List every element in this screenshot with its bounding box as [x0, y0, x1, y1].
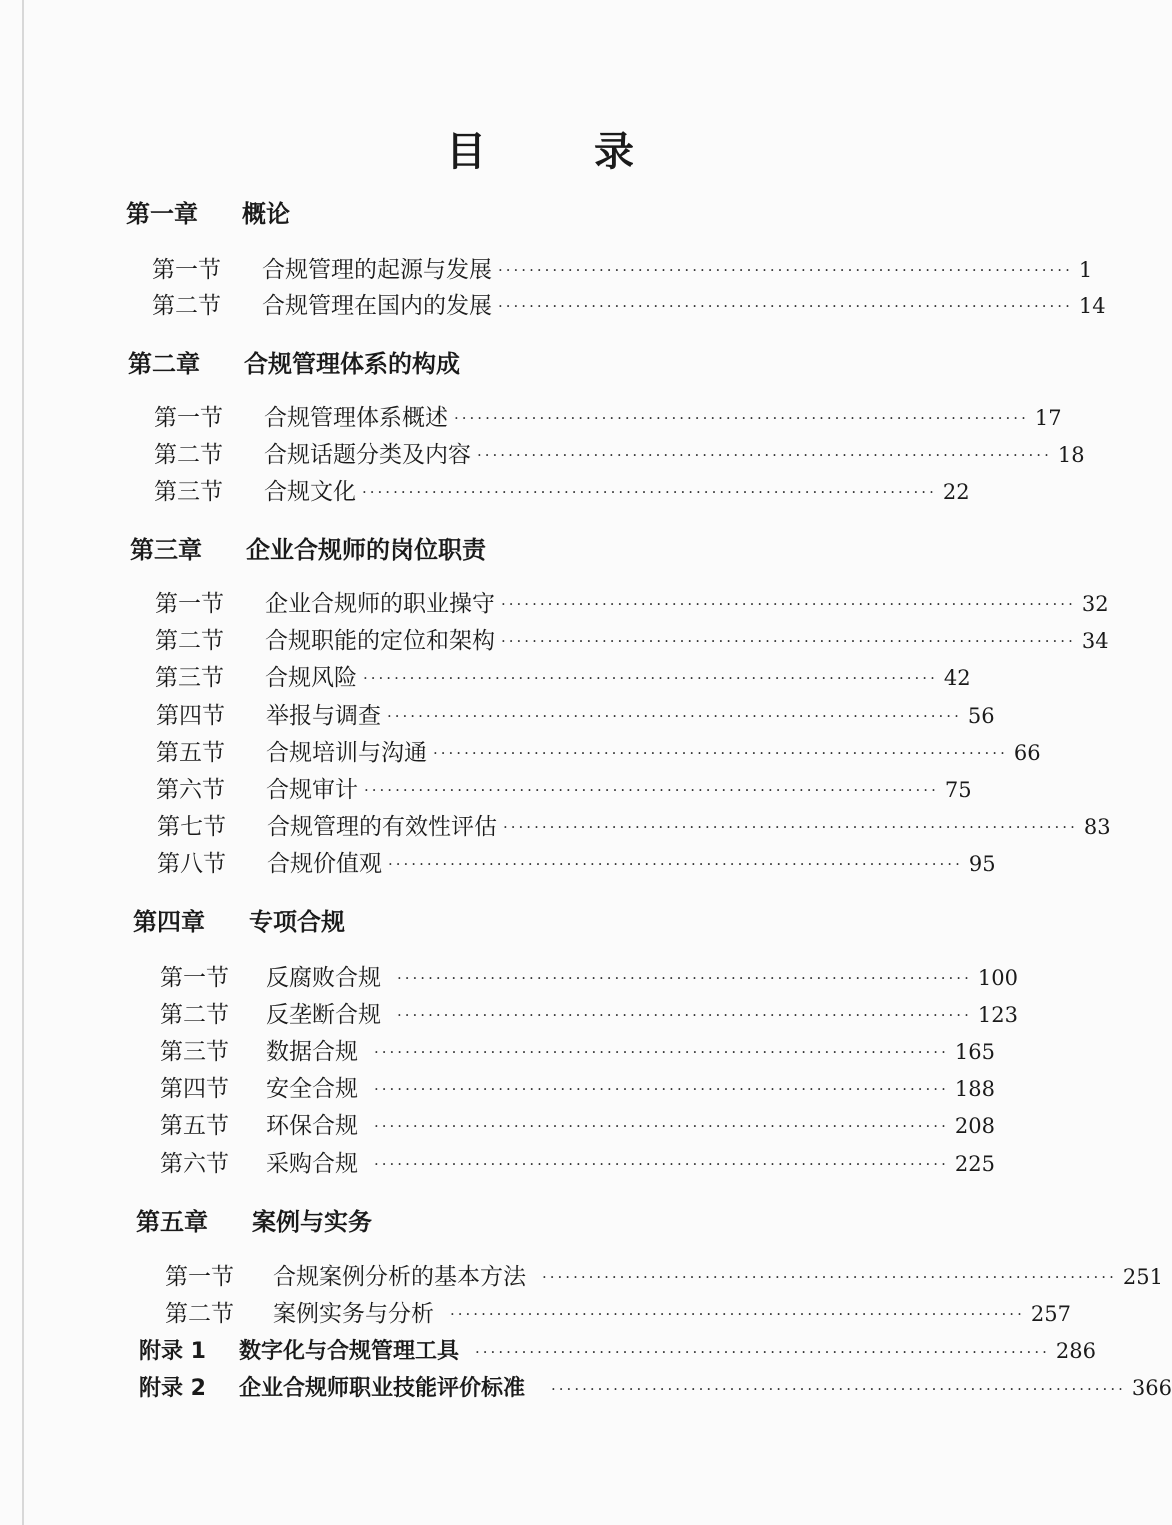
section-title: 合规职能的定位和架构 — [265, 628, 495, 654]
section-label: 第三节 — [160, 1039, 229, 1065]
section-label: 第六节 — [160, 1151, 229, 1177]
page-number: 17 — [1034, 406, 1062, 430]
page-title: 目 录 — [446, 128, 668, 175]
dot-leader: ·········································································· — [450, 1305, 1025, 1323]
page-number: 208 — [954, 1114, 995, 1138]
dot-leader: ·········································································· — [498, 261, 1073, 279]
toc-entry[interactable] — [165, 1298, 1071, 1330]
section-title: 合规管理的起源与发展 — [262, 257, 492, 283]
page-number: 83 — [1083, 815, 1111, 839]
section-title: 合规管理的有效性评估 — [267, 814, 497, 840]
chapter-heading[interactable] — [136, 1206, 372, 1238]
toc-appendix[interactable] — [139, 1372, 1172, 1405]
toc-entry[interactable] — [152, 254, 1093, 286]
page-number: 286 — [1055, 1339, 1096, 1363]
section-title: 案例实务与分析 — [273, 1301, 434, 1327]
chapter-title: 专项合规 — [249, 908, 345, 936]
section-label: 第六节 — [156, 777, 225, 803]
dot-leader: ·········································································· — [362, 483, 937, 501]
section-label: 第二节 — [155, 628, 224, 654]
toc-entry[interactable] — [160, 1148, 995, 1180]
dot-leader: ·········································································· — [433, 744, 1008, 762]
section-title: 反垄断合规 — [266, 1002, 381, 1028]
dot-leader: ·········································································· — [498, 297, 1073, 315]
chapter-title: 案例与实务 — [252, 1208, 372, 1236]
page-number: 14 — [1078, 294, 1106, 318]
section-title: 合规培训与沟通 — [266, 740, 427, 766]
section-label: 第二节 — [154, 442, 223, 468]
section-label: 第八节 — [157, 851, 226, 877]
chapter-label: 第五章 — [136, 1208, 208, 1236]
dot-leader: ·········································································· — [374, 1117, 949, 1135]
chapter-label: 第一章 — [126, 200, 198, 228]
toc-appendix[interactable] — [139, 1335, 1096, 1368]
toc-entry[interactable] — [156, 700, 995, 732]
section-title: 合规风险 — [265, 665, 357, 691]
toc-entry[interactable] — [160, 1036, 995, 1068]
chapter-title: 合规管理体系的构成 — [244, 350, 460, 378]
dot-leader: ·········································································· — [477, 446, 1052, 464]
toc-entry[interactable] — [154, 439, 1085, 471]
section-label: 第一节 — [155, 591, 224, 617]
section-title: 合规管理体系概述 — [264, 405, 448, 431]
dot-leader: ·········································································· — [388, 855, 963, 873]
page-number: 251 — [1122, 1265, 1163, 1289]
appendix-title: 企业合规师职业技能评价标准 — [239, 1376, 526, 1401]
dot-leader: ·········································································· — [454, 409, 1029, 427]
toc-entry[interactable] — [160, 999, 1018, 1031]
section-label: 第二节 — [165, 1301, 234, 1327]
dot-leader: ·········································································· — [363, 669, 938, 687]
section-label: 第三节 — [154, 479, 223, 505]
section-title: 反腐败合规 — [266, 965, 381, 991]
section-label: 第四节 — [160, 1076, 229, 1102]
page-number: 366 — [1131, 1376, 1172, 1400]
toc-entry[interactable] — [156, 774, 972, 806]
toc-entry[interactable] — [160, 1073, 995, 1105]
toc-entry[interactable] — [152, 290, 1106, 322]
page-number: 22 — [942, 480, 970, 504]
section-label: 第四节 — [156, 703, 225, 729]
toc-entry[interactable] — [154, 476, 970, 508]
section-label: 第二节 — [152, 293, 221, 319]
dot-leader: ·········································································· — [503, 818, 1078, 836]
dot-leader: ·········································································· — [542, 1268, 1117, 1286]
section-label: 第一节 — [152, 257, 221, 283]
section-label: 第五节 — [160, 1113, 229, 1139]
page-number: 56 — [967, 704, 995, 728]
section-title: 采购合规 — [266, 1151, 358, 1177]
appendix-label: 附录 2 — [139, 1376, 206, 1401]
page-number: 225 — [954, 1152, 995, 1176]
section-title: 企业合规师的职业操守 — [265, 591, 495, 617]
toc-entry[interactable] — [155, 662, 971, 694]
page-number: 66 — [1013, 741, 1041, 765]
section-title: 合规话题分类及内容 — [264, 442, 471, 468]
toc-entry[interactable] — [160, 962, 1018, 994]
section-title: 举报与调查 — [266, 703, 381, 729]
dot-leader: ·········································································· — [364, 781, 939, 799]
dot-leader: ·········································································· — [374, 1155, 949, 1173]
section-title: 数据合规 — [266, 1039, 358, 1065]
page-number: 34 — [1081, 629, 1109, 653]
chapter-heading[interactable] — [126, 198, 290, 230]
section-title: 环保合规 — [266, 1113, 358, 1139]
dot-leader: ·········································································· — [475, 1342, 1050, 1361]
toc-entry[interactable] — [157, 848, 996, 880]
appendix-title: 数字化与合规管理工具 — [239, 1339, 460, 1364]
toc-entry[interactable] — [157, 811, 1111, 843]
page-number: 75 — [944, 778, 972, 802]
dot-leader: ·········································································· — [501, 595, 1076, 613]
page-edge — [22, 0, 24, 1525]
toc-entry[interactable] — [154, 402, 1062, 434]
dot-leader: ·········································································· — [397, 1006, 972, 1024]
chapter-heading[interactable] — [133, 906, 345, 938]
dot-leader: ·········································································· — [501, 632, 1076, 650]
toc-entry[interactable] — [155, 625, 1109, 657]
section-label: 第五节 — [156, 740, 225, 766]
dot-leader: ·········································································· — [397, 969, 972, 987]
section-label: 第七节 — [157, 814, 226, 840]
toc-entry[interactable] — [156, 737, 1041, 769]
toc-entry[interactable] — [160, 1110, 995, 1142]
section-title: 合规文化 — [264, 479, 356, 505]
page-number: 32 — [1081, 592, 1109, 616]
chapter-title: 概论 — [242, 200, 290, 228]
section-label: 第三节 — [155, 665, 224, 691]
dot-leader: ·········································································· — [374, 1043, 949, 1061]
page-number: 18 — [1057, 443, 1085, 467]
section-title: 合规案例分析的基本方法 — [273, 1264, 526, 1290]
dot-leader: ·········································································· — [374, 1080, 949, 1098]
section-title: 合规价值观 — [267, 851, 382, 877]
page-number: 188 — [954, 1077, 995, 1101]
page-number: 257 — [1030, 1302, 1071, 1326]
section-title: 合规管理在国内的发展 — [262, 293, 492, 319]
chapter-label: 第三章 — [130, 536, 202, 564]
section-title: 合规审计 — [266, 777, 358, 803]
chapter-title: 企业合规师的岗位职责 — [246, 536, 486, 564]
chapter-label: 第四章 — [133, 908, 205, 936]
appendix-label: 附录 1 — [139, 1339, 206, 1364]
page-number: 100 — [977, 966, 1018, 990]
section-title: 安全合规 — [266, 1076, 358, 1102]
dot-leader: ·········································································· — [551, 1379, 1126, 1398]
page-number: 165 — [954, 1040, 995, 1064]
page-number: 1 — [1078, 258, 1093, 282]
chapter-heading[interactable] — [128, 348, 460, 380]
chapter-heading[interactable] — [130, 534, 486, 566]
page-number: 42 — [943, 666, 971, 690]
section-label: 第二节 — [160, 1002, 229, 1028]
toc-entry[interactable] — [165, 1261, 1163, 1293]
page-number: 95 — [968, 852, 996, 876]
section-label: 第一节 — [165, 1264, 234, 1290]
section-label: 第一节 — [154, 405, 223, 431]
dot-leader: ·········································································· — [387, 707, 962, 725]
page-number: 123 — [977, 1003, 1018, 1027]
toc-entry[interactable] — [155, 588, 1109, 620]
section-label: 第一节 — [160, 965, 229, 991]
chapter-label: 第二章 — [128, 350, 200, 378]
